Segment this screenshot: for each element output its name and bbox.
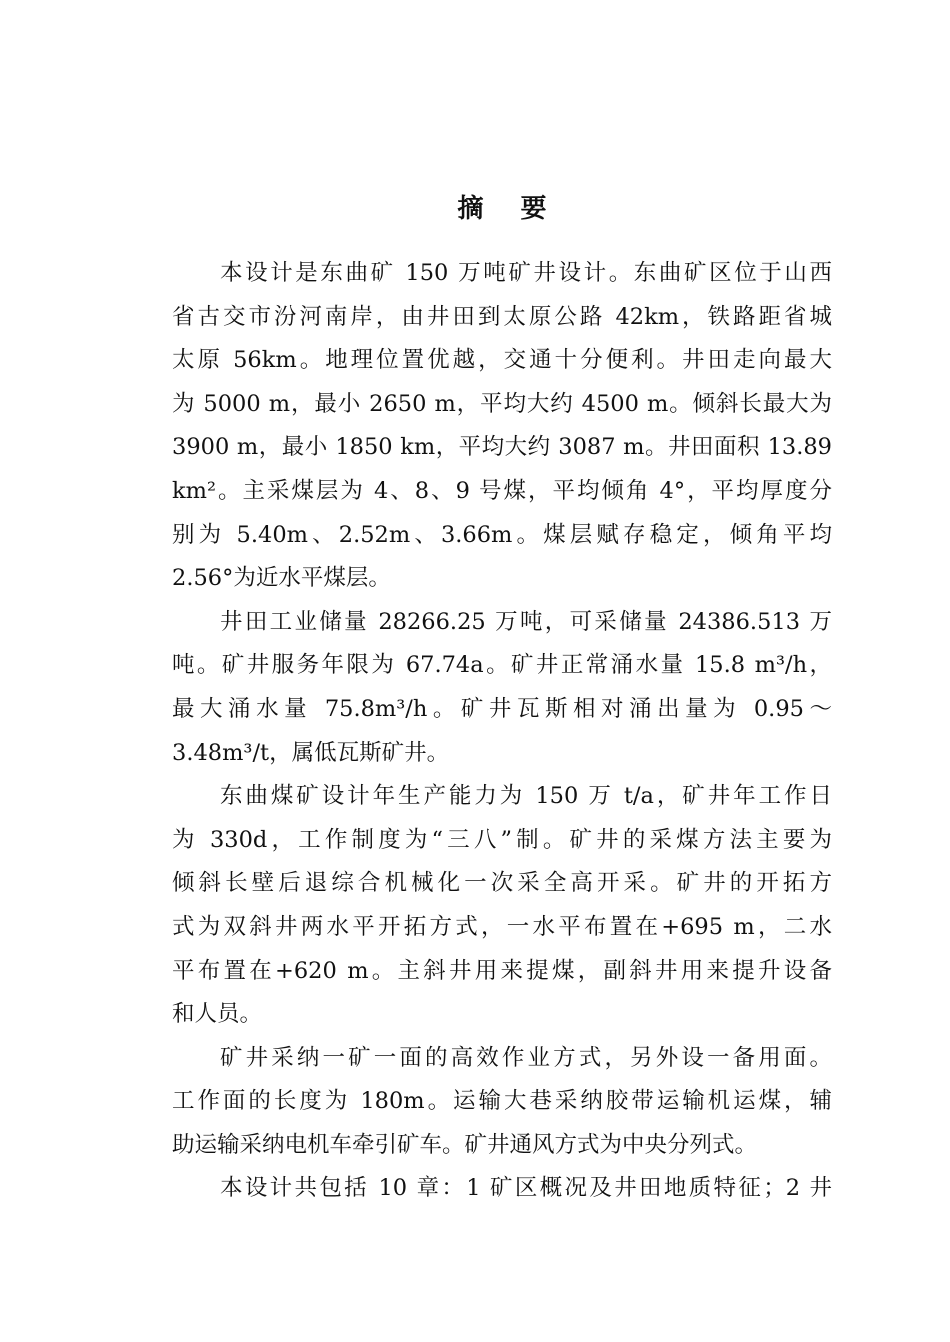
text-line: 式为双斜井两水平开拓方式，一水平布置在+695 m，二水	[172, 913, 832, 940]
paragraph-1	[172, 252, 832, 601]
text-line: 3.48m³/t，属低瓦斯矿井。	[172, 739, 450, 766]
text-line: 东曲煤矿设计年生产能力为 150 万 t/a，矿井年工作日	[220, 783, 832, 810]
paragraph-4	[172, 1037, 832, 1168]
text-line: 本设计共包括 10 章：1 矿区概况及井田地质特征；2 井	[220, 1175, 832, 1202]
text-line: 别为 5.40m、2.52m、3.66m。煤层赋存稳定，倾角平均	[172, 521, 832, 548]
abstract-body	[172, 252, 832, 1211]
text-line: 省古交市汾河南岸，由井田到太原公路 42km，铁路距省城	[172, 303, 832, 330]
text-line: 为 330d，工作制度为“三八”制。矿井的采煤方法主要为	[172, 826, 832, 853]
text-line: 平布置在+620 m。主斜井用来提煤，副斜井用来提升设备	[172, 957, 832, 984]
text-line: 倾斜长壁后退综合机械化一次采全高开采。矿井的开拓方	[172, 870, 832, 897]
text-line: 和人员。	[172, 1001, 263, 1028]
text-line: 井田工业储量 28266.25 万吨，可采储量 24386.513 万	[220, 608, 832, 635]
text-line: 2.56°为近水平煤层。	[172, 565, 391, 592]
text-line: 工作面的长度为 180m。运输大巷采纳胶带运输机运煤，辅	[172, 1088, 832, 1115]
text-line: km²。主采煤层为 4、8、9 号煤，平均倾角 4°，平均厚度分	[172, 477, 832, 504]
text-line: 助运输采纳电机车牵引矿车。矿井通风方式为中央分列式。	[172, 1131, 758, 1158]
text-line: 太原 56km。地理位置优越，交通十分便利。井田走向最大	[172, 347, 832, 374]
text-line: 本设计是东曲矿 150 万吨矿井设计。东曲矿区位于山西	[220, 260, 832, 286]
text-line: 为 5000 m，最小 2650 m，平均大约 4500 m。倾斜长最大为	[172, 390, 832, 417]
paragraph-5	[172, 1167, 832, 1211]
text-line: 吨。矿井服务年限为 67.74a。矿井正常涌水量 15.8 m³/h，	[172, 652, 832, 679]
text-line: 3900 m，最小 1850 km，平均大约 3087 m。井田面积 13.89	[172, 434, 832, 461]
paragraph-2	[172, 601, 832, 775]
text-line: 最大涌水量 75.8m³/h。矿井瓦斯相对涌出量为 0.95～	[172, 695, 832, 722]
text-line: 矿井采纳一矿一面的高效作业方式，另外设一备用面。	[220, 1044, 832, 1071]
paragraph-3	[172, 775, 832, 1037]
abstract-title: 摘 要	[457, 194, 561, 224]
